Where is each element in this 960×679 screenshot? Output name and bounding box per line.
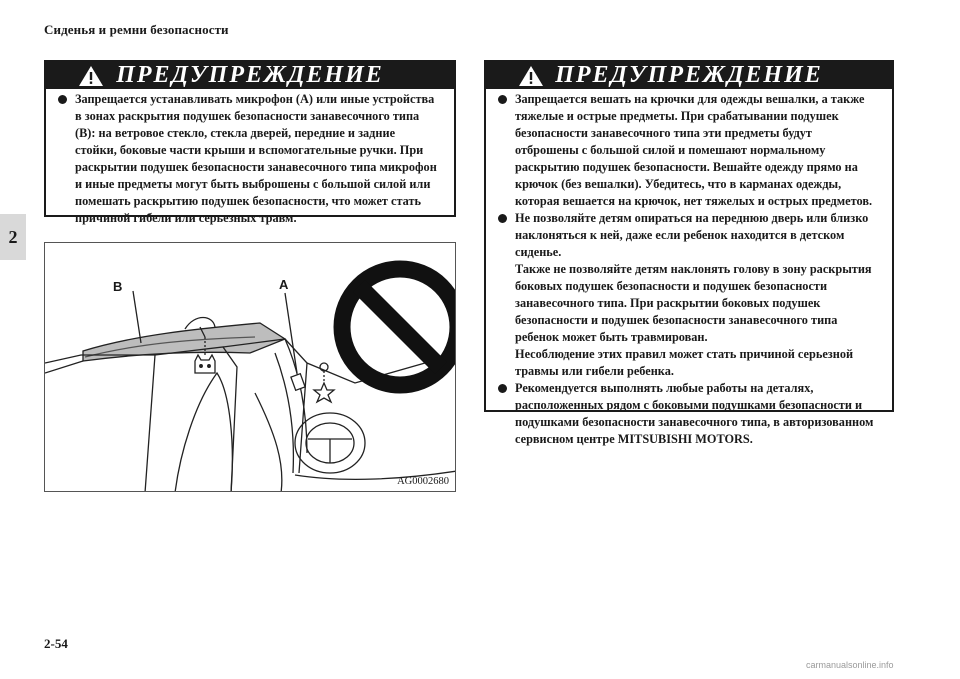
warning-header [486, 62, 892, 89]
warning-text-line: Несоблюдение этих правил может стать причиной серьезной [515, 347, 854, 361]
warning-text-line: сервисном центре MITSUBISHI MOTORS. [515, 432, 753, 446]
section-title: Сиденья и ремни безопасности [44, 22, 229, 37]
chapter-tab [0, 214, 26, 260]
warning-triangle-icon [78, 65, 104, 87]
warning-text-line: и иные предметы могут быть выброшены с большой силой или [75, 177, 431, 191]
warning-text-line: наклоняться к ней, даже если ребенок находится в детском [515, 228, 845, 242]
label-b: B [113, 279, 123, 294]
warning-text-line: безопасности занавесочного типа эти предметы будут [515, 126, 812, 140]
warning-text-line: Запрещается устанавливать микрофон (A) или иные устройства [75, 92, 435, 106]
warning-text-line: стойки, боковые части крыши и вспомогательные ручки. При [75, 143, 424, 157]
warning-body [486, 89, 892, 452]
warning-text-line: отброшены с большой силой и помешают нормальному [515, 143, 826, 157]
warning-text-line: раскрытии подушек безопасности занавесочного типа микрофон [75, 160, 437, 174]
warning-text-line: раскрытию подушек безопасности. Вешайте одежду прямо на [515, 160, 858, 174]
warning-item [494, 210, 884, 380]
warning-text-line: Запрещается вешать на крючки для одежды вешалки, а также [515, 92, 865, 106]
bullet-icon [498, 384, 507, 393]
warning-text-line: в зонах раскрытия подушек безопасности занавесочного типа [75, 109, 420, 123]
figure-code: AG0002680 [397, 476, 449, 487]
warning-text-line: крючок (без вешалки). Убедитесь, что в карманах одежды, [515, 177, 842, 191]
warning-header [46, 62, 454, 89]
warning-text-line: безопасности и подушек безопасности занавесочного типа [515, 313, 838, 327]
airbag-illustration [44, 242, 456, 492]
warning-text-line: помешать раскрытию подушек безопасности, что может стать [75, 194, 422, 208]
warning-box-right [484, 60, 894, 446]
warning-item [494, 380, 884, 448]
car-interior-drawing [45, 243, 456, 492]
label-a: A [279, 277, 289, 292]
warning-text-line: травмы или гибели ребенка. [515, 364, 674, 378]
warning-text-line: Не позволяйте детям опираться на переднюю дверь или близко [515, 211, 869, 225]
warning-text-line: занавесочного типа. При раскрытии боковых подушек [515, 296, 821, 310]
warning-text-line: сиденье. [515, 245, 562, 259]
warning-body [46, 89, 454, 231]
warning-box-left [44, 60, 456, 225]
warning-text-line: (B): на ветровое стекло, стекла дверей, передние и задние [75, 126, 396, 140]
warning-item [54, 91, 446, 227]
warning-title: ПРЕДУПРЕЖДЕНИЕ [116, 62, 384, 88]
warning-text-line: причиной гибели или серьезных травм. [75, 211, 297, 225]
page-number: 2-54 [44, 636, 68, 651]
warning-text-line: Также не позволяйте детям наклонять голову в зону раскрытия [515, 262, 872, 276]
warning-text-line: тяжелые и острые предметы. При срабатывании подушек [515, 109, 839, 123]
warning-text-line: расположенных рядом с боковыми подушками безопасности и [515, 398, 863, 412]
bullet-icon [58, 95, 67, 104]
warning-text-line: подушками безопасности занавесочного типа, в авторизованном [515, 415, 874, 429]
bullet-icon [498, 214, 507, 223]
watermark: carmanualsonline.info [806, 660, 894, 670]
warning-text-line: боковых подушек безопасности и подушек безопасности [515, 279, 828, 293]
warning-item [494, 91, 884, 210]
warning-triangle-icon [518, 65, 544, 87]
warning-title: ПРЕДУПРЕЖДЕНИЕ [555, 62, 823, 88]
warning-text-line: Рекомендуется выполнять любые работы на деталях, [515, 381, 814, 395]
bullet-icon [498, 95, 507, 104]
chapter-number: 2 [8, 226, 18, 247]
warning-text-line: ребенок может быть травмирован. [515, 330, 708, 344]
warning-text-line: которая вешается на крючок, нет тяжелых и острых предметов. [515, 194, 873, 208]
prohibition-icon [342, 269, 456, 385]
